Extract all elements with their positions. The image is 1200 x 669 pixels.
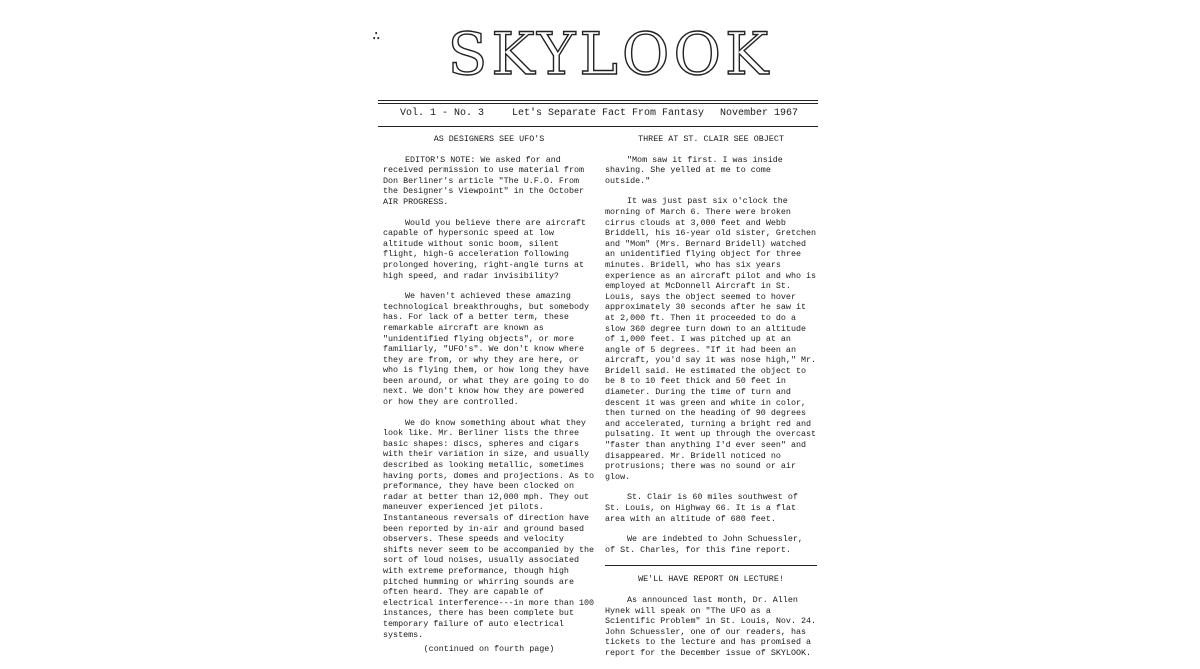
left-column — [383, 134, 595, 665]
top-rule-double — [378, 103, 818, 104]
article-paragraph: We do know something about what they look like. Mr. Berliner lists the three basic shapes: discs, spheres and cigars with their variation in size, and usually described as looking metallic, sometimes having ports, domes and projections. As to preformance, they have been clocked on radar at better than 12,000 mph. They out maneuver experienced jet pilots. Instantaneous reversals of direction have been reported by in-air and ground based observers. These speeds and velocity shifts never seem to be accompanied by the sort of loud noises, usually associated with extreme preformance, though high pitched humming or whirring sounds are often heard. They are capable of electrical interference---in more than 100 instances, there has been complete but temporary failure of auto electrical systems. — [383, 417, 595, 640]
article-paragraph: Would you believe there are aircraft capable of hypersonic speed at low altitude without sonic boom, silent flight, high-G acceleration following prolonged hovering, right-angle turns at high speed, and radar invisibility? — [383, 217, 586, 281]
article-paragraph: St. Clair is 60 miles southwest of St. Louis, on Highway 66. It is a flat area with an altitude of 680 feet. — [605, 492, 798, 524]
article-paragraph: As announced last month, Dr. Allen Hynek will speak on "The UFO as a Scientific Problem" in St. Louis, Nov. 24. John Schuessler, one of our readers, has tickets to the lecture and has promised a report for the December issue of SKYLOOK. — [605, 594, 817, 658]
issue-motto: Let's Separate Fact From Fantasy — [512, 108, 705, 119]
article-paragraph: We haven't achieved these amazing technological breakthroughs, but somebody has. For lack of a better term, these remarkable aircraft are known as "unidentified flying objects", or more familiarly, "UFO's". We don't know where they are from, or why they are here, or who is flying them, or how long they have been around, or what they are going to do next. We don't know how they are powered or how they are controlled. — [383, 291, 590, 408]
article-paragraph: It was just past six o'clock the morning of March 6. There were broken cirrus clouds at 3,000 feet and Webb Briddell, his 16-year old sister, Gretchen and "Mom" (Mrs. Bernard Bridell) watched an unidentified flying object for three minutes. Bridell, who has six years experience as an aircraft pilot and who is employed at McDonnell Aircraft in St. Louis, says the object seemed to hover approximately 30 seconds after he saw it at 2,000 ft. Then it proceeded to do a slow 360 degree turn down to an altitude of 1,000 feet. I was pitched up at an angle of 5 degrees. "If it had been an aircraft, you'd say it was nose high," Mr. Bridell said. He estimated the object to be 8 to 10 feet thick and 50 feet in diameter. During the time of turn and descent it was green and white in color, then turned on the heading of 90 degrees and accelerated, turning a bright red and pulsating. It went up through the overcast "faster than anything I'd ever seen" and disappeared. Mr. Bridell noticed no protrusions; there was no sound or air glow. — [605, 196, 817, 482]
article-paragraph: "Mom saw it first. I was inside shaving. She yelled at me to come outside." — [605, 154, 783, 186]
masthead-title: SKYLOOK — [447, 20, 773, 84]
continued-note: (continued on fourth page) — [423, 644, 555, 655]
right-column — [605, 134, 817, 669]
top-rule — [378, 100, 818, 101]
issue-date: November 1967 — [720, 108, 799, 119]
masthead-logo — [430, 14, 790, 84]
issue-line — [400, 108, 800, 122]
issue-rule — [378, 126, 818, 127]
article-heading: WE'LL HAVE REPORT ON LECTURE! — [638, 574, 784, 585]
issue-volume: Vol. 1 - No. 3 — [400, 108, 485, 119]
article-heading: THREE AT ST. CLAIR SEE OBJECT — [638, 134, 784, 144]
article-paragraph: We are indebted to John Schuessler, of St. Charles, for this fine report. — [605, 534, 803, 555]
section-rule — [605, 565, 817, 566]
masthead — [430, 14, 790, 84]
editors-note: EDITOR'S NOTE: We asked for and received permission to use material from Don Berliner's article "The U.F.O. From the Designer's Viewpoint" in the October AIR PROGRESS. — [383, 154, 585, 207]
ink-speck: ∴ — [372, 29, 381, 45]
article-heading: AS DESIGNERS SEE UFO'S — [433, 134, 545, 144]
